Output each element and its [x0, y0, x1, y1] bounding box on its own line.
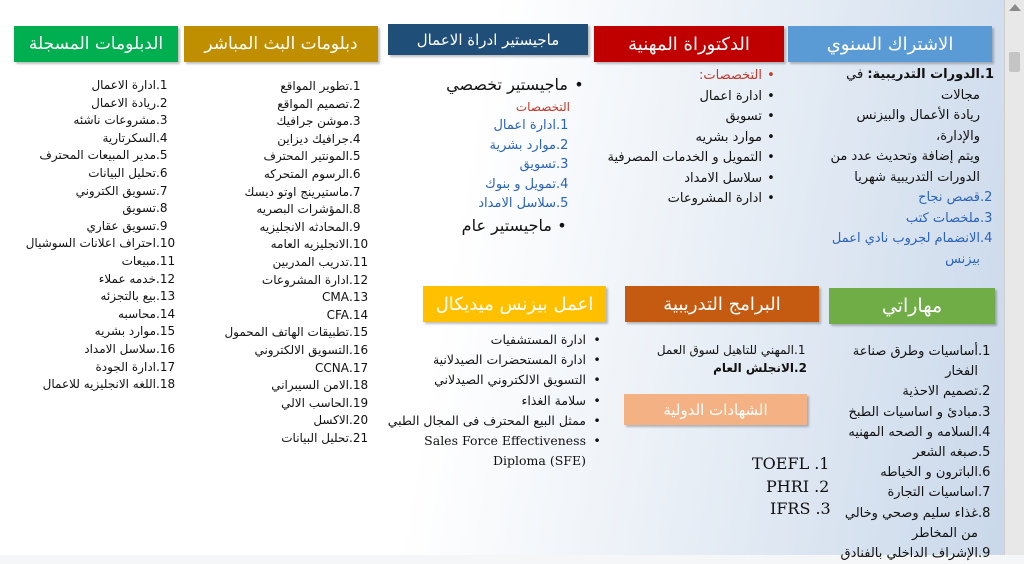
list-item-text: موارد بشريه [94, 324, 156, 339]
list-item-text: الامن السيبراني [271, 378, 349, 393]
live-diploma-item [228, 113, 373, 131]
my-skills-header[interactable] [829, 288, 995, 324]
scroll-up-arrow-icon[interactable] [1009, 4, 1021, 11]
mba-specialties [440, 116, 590, 214]
list-item-text: السكرتارية [102, 130, 156, 145]
live-diplomas-title: دبلومات البث المباشر [204, 34, 358, 54]
recorded-diploma-item [44, 130, 180, 148]
list-item-text: ممثل البيع المحترف فى المجال الطبي [387, 412, 586, 428]
list-number: 2. [794, 361, 807, 375]
list-item-text: الانجليزيه العامه [270, 237, 349, 252]
list-item-text: ادارة الاعمال [91, 78, 156, 92]
live-diploma-item [228, 377, 373, 395]
general-masters: • ماجيستير عام [440, 214, 590, 238]
live-diploma-item [228, 201, 373, 219]
list-item-text: مدير المبيعات المحترف [39, 148, 156, 163]
doctorate-list [594, 66, 780, 210]
list-number: 3. [349, 114, 361, 129]
certificate-item [752, 453, 842, 476]
list-item-text: موشن جرافيك [276, 114, 349, 129]
recorded-diploma-item [44, 218, 180, 236]
live-diploma-item [228, 166, 373, 184]
list-item-text: الانجلش العام [713, 361, 794, 375]
mba-specialty [440, 175, 576, 195]
international-certificates-header[interactable] [624, 394, 807, 425]
recorded-diplomas-list [25, 77, 220, 394]
mba-specialties-heading: التخصصات [515, 100, 570, 114]
list-item-text: IFRS [770, 499, 811, 518]
live-diploma-item [228, 96, 373, 114]
list-number: 1. [349, 79, 361, 93]
scrollbar-thumb[interactable] [1009, 52, 1020, 72]
list-item-text: غذاء سليم وصحي وخالي [844, 505, 978, 521]
list-number: 7. [349, 184, 361, 199]
courses-label: الدورات التدريبية: [867, 67, 980, 82]
list-number: 11. [349, 254, 369, 269]
medical-item: • Sales Force Effectiveness [400, 431, 608, 451]
list-item-text: ادارة المستشفيات [490, 332, 586, 347]
list-number: 6. [156, 165, 168, 180]
list-item-text: الاكسل [313, 413, 349, 428]
list-item-text: أساسيات وطرق صناعة [852, 344, 978, 359]
list-item-text: سلاسل الامداد [84, 341, 156, 356]
recorded-diploma-item [44, 95, 180, 113]
live-diploma-item [228, 272, 373, 290]
list-item-text: الانضمام لجروب نادي اعمل [831, 231, 980, 246]
list-item-text: اللغه الانجليزيه للاعمال [42, 377, 156, 392]
list-number: 17. [349, 360, 369, 375]
list-item-text: ريادة الاعمال [91, 95, 156, 110]
list-number: .2 [814, 476, 830, 496]
list-number: 14. [156, 306, 176, 321]
list-number: 12. [156, 271, 176, 286]
list-item-text: الرسوم المتحركه [263, 166, 349, 181]
live-diploma-item [224, 324, 373, 342]
skill-item [820, 483, 996, 503]
list-number: 5. [156, 148, 168, 163]
list-number: 5. [349, 149, 361, 164]
list-item-text: المؤشرات البصريه [256, 202, 349, 217]
training-programs-header[interactable] [625, 286, 819, 322]
annual-subscription-list [816, 65, 996, 270]
join-group-link[interactable] [816, 229, 996, 250]
list-item-text: CFA [326, 307, 349, 322]
list-number: 1. [978, 344, 991, 359]
list-item-text: Sales Force Effectiveness [424, 433, 586, 449]
recorded-diploma-item [44, 165, 180, 183]
list-item-text: تسويق الكتروني [75, 183, 156, 198]
live-diploma-item [228, 78, 373, 96]
business-medical-list [387, 330, 608, 471]
list-number: 4. [978, 424, 991, 440]
list-item-text: احتراف اعلانات السوشيال [25, 236, 156, 251]
live-diplomas-list [224, 78, 413, 447]
list-number: 3. [978, 404, 991, 420]
list-item-text: ادارة اعمال [493, 118, 556, 133]
list-item-text: سلامة الغذاء [521, 392, 586, 408]
live-diploma-item [228, 342, 373, 360]
annual-subscription-title: الاشتراك السنوي [826, 33, 954, 55]
my-skills-title: مهاراتي [881, 295, 943, 317]
skill-item [820, 544, 996, 564]
list-item-text: PHRI [766, 476, 810, 496]
training-program-item [656, 341, 812, 359]
specialized-masters: • ماجيستير تخصصي [440, 72, 590, 98]
list-item-text: ماستيرينج اوتو ديسك [244, 184, 349, 199]
mba-specialty [440, 194, 576, 214]
list-number: .3 [815, 499, 831, 518]
business-medical-header[interactable] [423, 286, 606, 322]
mba-specialty [440, 136, 576, 156]
list-number: 19. [349, 395, 369, 410]
general-masters-text: ماجيستير عام [461, 215, 552, 235]
book-summaries-link[interactable] [816, 209, 996, 230]
list-item-text: من المخاطر [912, 525, 978, 541]
medical-item: • سلامة الغذاء [400, 391, 608, 411]
doctorate-specialties-heading: • التخصصات: [594, 66, 780, 87]
list-number: 3. [156, 113, 168, 128]
live-diploma-item [228, 131, 373, 149]
recorded-diploma-item [44, 359, 180, 377]
list-item-text: تحليل البيانات [88, 165, 156, 180]
recorded-diploma-item [44, 253, 180, 271]
list-number: 10. [156, 236, 176, 251]
list-number: 12. [349, 272, 369, 287]
list-item-text: تسويق [725, 109, 762, 124]
list-number: 5. [978, 445, 991, 461]
list-number: 16. [349, 342, 369, 357]
live-diploma-item [228, 184, 373, 202]
live-diploma-item [228, 307, 373, 325]
list-item-text: الحاسب الالي [281, 395, 349, 410]
list-item-text: محاسبه [118, 306, 156, 321]
list-item-text: ملخصات كتب [905, 210, 980, 226]
mba-title: ماجيستير ادراة الاعمال [416, 30, 560, 49]
list-item-text: تصميم الاحذية [902, 384, 978, 400]
list-item-text: تسويق عقاري [86, 218, 156, 233]
training-programs-list [656, 341, 852, 377]
doctorate-item: • التمويل و الخدمات المصرفية [594, 148, 780, 169]
list-item-text: قصص نجاح [918, 190, 980, 205]
live-diploma-item [228, 289, 373, 307]
list-item-text: تصميم المواقع [277, 96, 349, 111]
list-item-text: التمويل و الخدمات المصرفية [607, 150, 762, 165]
doctorate-item: • ادارة المشروعات [594, 189, 780, 210]
list-number: 17. [156, 359, 176, 374]
list-number: 1. [794, 343, 806, 357]
success-stories-link[interactable] [816, 188, 996, 209]
skill-item [820, 403, 996, 423]
recorded-diplomas-title: الدبلومات المسجلة [28, 34, 164, 54]
list-number: 15. [156, 324, 176, 339]
list-item-text: تسويق [519, 157, 556, 172]
list-item-text: مبيعات [121, 253, 156, 268]
skill-item [820, 443, 996, 463]
list-number: 11. [156, 253, 176, 268]
recorded-diplomas-header[interactable] [14, 26, 178, 62]
list-item-text: مبادئ و اساسيات الطبخ [848, 404, 978, 420]
list-number: 9. [349, 219, 361, 234]
list-item-text: جرافيك ديزاين [277, 131, 349, 146]
list-number: 6. [978, 465, 991, 481]
list-number: 6. [349, 166, 361, 181]
recorded-diploma-item [44, 271, 180, 289]
medical-item: • ممثل البيع المحترف فى المجال الطبي [400, 411, 608, 431]
list-item-text: تطوير المواقع [280, 79, 349, 93]
list-number: 2. [978, 384, 991, 400]
list-item-text: تدريب المدربين [272, 254, 349, 269]
list-item-text: سلاسل الامداد [684, 170, 762, 186]
list-number: 4. [980, 231, 993, 246]
list-item-text: التسويق الالكتروني [254, 342, 349, 357]
list-number: 3. [980, 210, 993, 226]
mba-specialty [440, 155, 576, 175]
skill-item [820, 524, 996, 544]
list-item-text: ادارة المشروعات [667, 191, 762, 206]
list-number: 8. [978, 505, 991, 521]
list-number: 9. [978, 546, 991, 562]
list-number: .1 [814, 454, 830, 473]
recorded-diploma-item [39, 147, 180, 165]
live-diploma-item [228, 360, 373, 378]
recorded-diploma-item [44, 183, 180, 201]
mba-specialty [440, 116, 576, 136]
doctorate-item: • ادارة اعمال [594, 87, 780, 108]
medical-item: • ادارة المستشفيات [400, 330, 608, 350]
list-number: 21. [349, 430, 369, 445]
list-number: 15. [349, 325, 369, 340]
recorded-diploma-item [44, 376, 180, 394]
list-item-text: السلامه و الصحه المهنيه [848, 424, 978, 440]
recorded-diploma-item [44, 200, 180, 218]
list-item-text: CMA [322, 290, 349, 305]
list-number: 2. [349, 96, 361, 111]
medical-item: • ادارة المستحضرات الصيدلانية [400, 350, 608, 370]
list-number: 18. [156, 377, 176, 392]
list-item-text: الفخار [945, 364, 978, 380]
recorded-diploma-item [25, 235, 180, 253]
list-item-text: تطبيقات الهاتف المحمول [224, 325, 349, 340]
list-number: 1. [156, 78, 168, 92]
join-group-link-line[interactable]: بيزنس [945, 251, 980, 267]
list-item-text: ادارة اعمال [699, 88, 762, 104]
skill-item [820, 463, 996, 483]
courses-text: في مجالات [846, 67, 980, 103]
live-diplomas-header[interactable] [184, 26, 378, 62]
medical-item: • التسويق الالكتروني الصيدلاني [400, 370, 608, 390]
recorded-diploma-item [44, 288, 180, 306]
list-number: 13. [156, 289, 176, 304]
list-number: 8. [156, 201, 168, 216]
training-program-item [660, 359, 812, 377]
live-diploma-item [228, 430, 373, 448]
list-item-text: خدمه عملاء [98, 271, 156, 286]
recorded-diploma-item [44, 112, 180, 130]
list-number: 3. [556, 157, 569, 172]
list-item-text: الإشراف الداخلي بالفنادق [840, 546, 978, 562]
list-number: 2. [556, 137, 569, 153]
list-number: 1. [980, 67, 994, 82]
vertical-scrollbar[interactable] [1004, 0, 1024, 555]
live-diploma-item [228, 148, 373, 166]
annual-subscription-header[interactable] [788, 26, 992, 62]
courses-text-line: ريادة الأعمال والبيزنس والإدارة، [856, 108, 980, 144]
list-item-text: TOEFL [752, 454, 810, 473]
list-number: 4. [556, 176, 569, 192]
sfe-diploma-line: (SFE) Diploma [493, 453, 586, 469]
list-number: 14. [349, 307, 369, 322]
annual-links [816, 188, 996, 250]
list-number: 9. [156, 218, 168, 233]
list-item-text: موارد بشرية [489, 137, 556, 153]
courses-text-line: ويتم إضافة وتحديث عدد من [830, 149, 980, 164]
list-number: 4. [156, 130, 168, 145]
list-item-text: ادارة الجودة [95, 359, 156, 374]
list-item-text: صبغه الشعر [913, 445, 978, 461]
professional-doctorate-title: الدكتوراة المهنية [628, 33, 750, 55]
list-item-text: ادارة المستحضرات الصيدلانية [432, 352, 586, 368]
recorded-diploma-item [44, 341, 180, 359]
list-number: 8. [349, 202, 361, 217]
live-diploma-item [228, 395, 373, 413]
list-item-text: سلاسل الامداد [478, 196, 556, 211]
list-item-text: اساسيات التجارة [887, 485, 978, 501]
list-number: 10. [349, 237, 369, 252]
list-item-text: CCNA [315, 360, 349, 375]
list-item-text: المحادثه الانجليزيه [259, 219, 349, 234]
list-number: 4. [349, 131, 361, 146]
certificate-item [752, 498, 842, 521]
list-item-text: ادارة المشروعات [261, 272, 349, 287]
mba-header[interactable] [388, 24, 588, 55]
certificate-item [752, 476, 842, 499]
professional-doctorate-header[interactable] [594, 26, 784, 62]
list-item-text: المونتير المحترف [263, 149, 349, 164]
courses-text-line: الدورات التدريبية شهريا [854, 169, 980, 185]
live-diploma-item [228, 412, 373, 430]
list-item-text: بيع بالتجزئه [100, 289, 156, 304]
list-item-text: المهني للتاهيل لسوق العمل [656, 343, 794, 357]
list-number: 2. [156, 95, 168, 110]
list-item-text: التسويق الالكتروني الصيدلاني [434, 372, 586, 388]
specialized-masters-text: ماجيستير تخصصي [446, 75, 568, 94]
specialties-heading-text: التخصصات: [698, 68, 762, 83]
annual-item-1 [816, 65, 996, 106]
recorded-diploma-item [44, 77, 180, 95]
list-number: 18. [349, 378, 369, 393]
list-item-text: تسويق [122, 201, 156, 216]
live-diploma-item [228, 236, 373, 254]
list-number: 7. [978, 485, 991, 501]
skill-item [820, 423, 996, 443]
skill-item [820, 382, 996, 402]
list-item-text: تحليل البيانات [281, 430, 349, 445]
list-item-text: تمويل و بنوك [485, 176, 556, 192]
doctorate-item: • تسويق [594, 107, 780, 128]
list-number: 7. [156, 183, 168, 198]
international-certificates-title: الشهادات الدولية [663, 400, 768, 419]
list-number: 2. [980, 190, 993, 205]
list-number: 13. [349, 290, 369, 305]
mba-list [440, 72, 590, 238]
list-item-text: موارد بشريه [695, 129, 762, 145]
recorded-diploma-item [44, 306, 180, 324]
business-medical-title: اعمل بيزنس ميديكال [435, 293, 594, 315]
list-number: 20. [349, 413, 369, 428]
doctorate-item: • موارد بشريه [594, 128, 780, 149]
skill-item [820, 504, 996, 524]
list-item-text: الباترون و الخياطه [880, 465, 978, 481]
list-number: 16. [156, 341, 176, 356]
certificates-list [712, 453, 842, 521]
list-item-text: مشروعات ناشئه [73, 113, 156, 128]
live-diploma-item [228, 219, 373, 237]
list-number: 1. [556, 118, 569, 133]
live-diploma-item [228, 254, 373, 272]
recorded-diploma-item [44, 323, 180, 341]
doctorate-item: • سلاسل الامداد [594, 169, 780, 190]
list-number: 5. [556, 196, 569, 211]
training-programs-title: البرامج التدريبية [663, 293, 781, 315]
